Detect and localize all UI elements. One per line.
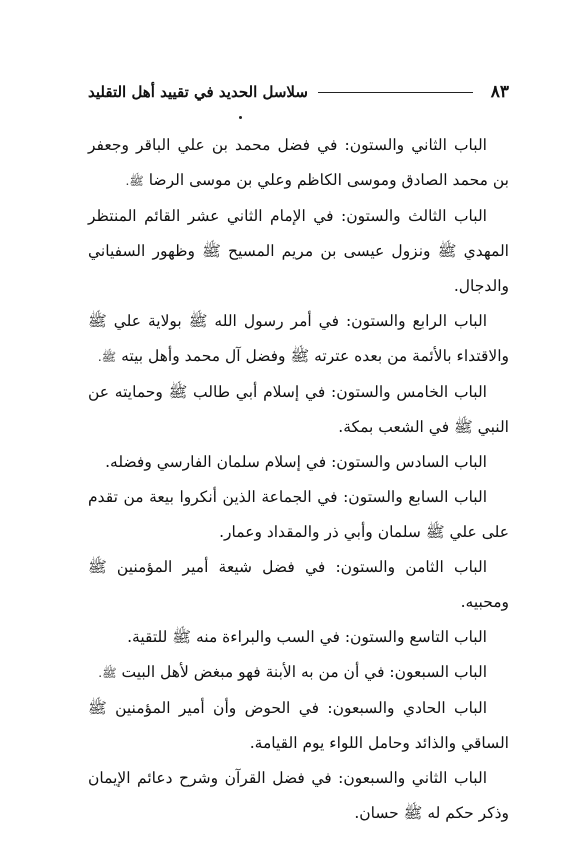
entry-text: الباب التاسع والستون: في السب والبراءة منه ﷺ للتقية. [127, 628, 487, 646]
chapter-entry [88, 761, 509, 831]
honorific-glyph: ﷺ. [125, 174, 144, 188]
page-header [88, 82, 509, 102]
chapter-entry [88, 691, 509, 761]
chapter-entry [88, 620, 509, 655]
entry-text: الباب السابع والستون: في الجماعة الذين أنكروا بيعة من تقدم على علي ﷺ سلمان وأبي ذر والمقداد وعمار. [88, 488, 509, 541]
honorific-glyph: ﷺ. [98, 666, 117, 680]
chapter-entry [88, 445, 509, 480]
chapter-entry [88, 655, 509, 691]
page-number: ٨٣ [490, 82, 509, 102]
entry-text: الباب الخامس والستون: في إسلام أبي طالب ﷺ وحمايته عن النبي ﷺ في الشعب بمكة. [88, 383, 509, 436]
chapter-entry [88, 480, 509, 550]
entry-text: الباب الثاني والستون: في فضل محمد بن علي الباقر وجعفر بن محمد الصادق وموسى الكاظم وعلي بن موسى الرضا [88, 136, 509, 189]
chapter-entry [88, 199, 509, 304]
honorific-glyph: ﷺ. [97, 350, 117, 364]
entry-text: الباب السادس والستون: في إسلام سلمان الفارسي وفضله. [105, 453, 487, 471]
chapter-entry [88, 550, 509, 620]
chapter-list [88, 128, 509, 831]
entry-text: الباب الحادي والسبعون: في الحوض وأن أمير المؤمنين ﷺ الساقي والذائد وحامل اللواء يوم القيامة. [88, 699, 509, 752]
entry-text: الباب الرابع والستون: في أمر رسول الله ﷺ بولاية علي ﷺ والاقتداء بالأئمة من بعده عترته ﷺ وفضل آل محمد وأهل بيته [88, 312, 509, 365]
chapter-entry [88, 375, 509, 445]
chapter-entry [88, 128, 509, 199]
chapter-entry [88, 304, 509, 375]
entry-text: الباب الثاني والسبعون: في فضل القرآن وشرح دعائم الإيمان وذكر حكم له ﷺ حسان. [88, 769, 509, 822]
header-rule [318, 92, 473, 93]
ornament-dot [239, 116, 242, 119]
entry-text: الباب الثامن والستون: في فضل شيعة أمير المؤمنين ﷺ ومحبيه. [88, 558, 509, 611]
entry-text: الباب السبعون: في أن من به الأبنة فهو مبغض لأهل البيت [121, 663, 487, 681]
entry-text: الباب الثالث والستون: في الإمام الثاني عشر القائم المنتظر المهدي ﷺ ونزول عيسى بن مريم المسيح ﷺ وظهور السفياني والدجال. [88, 207, 509, 295]
running-title: سلاسل الحديد في تقييد أهل التقليد [88, 83, 308, 101]
